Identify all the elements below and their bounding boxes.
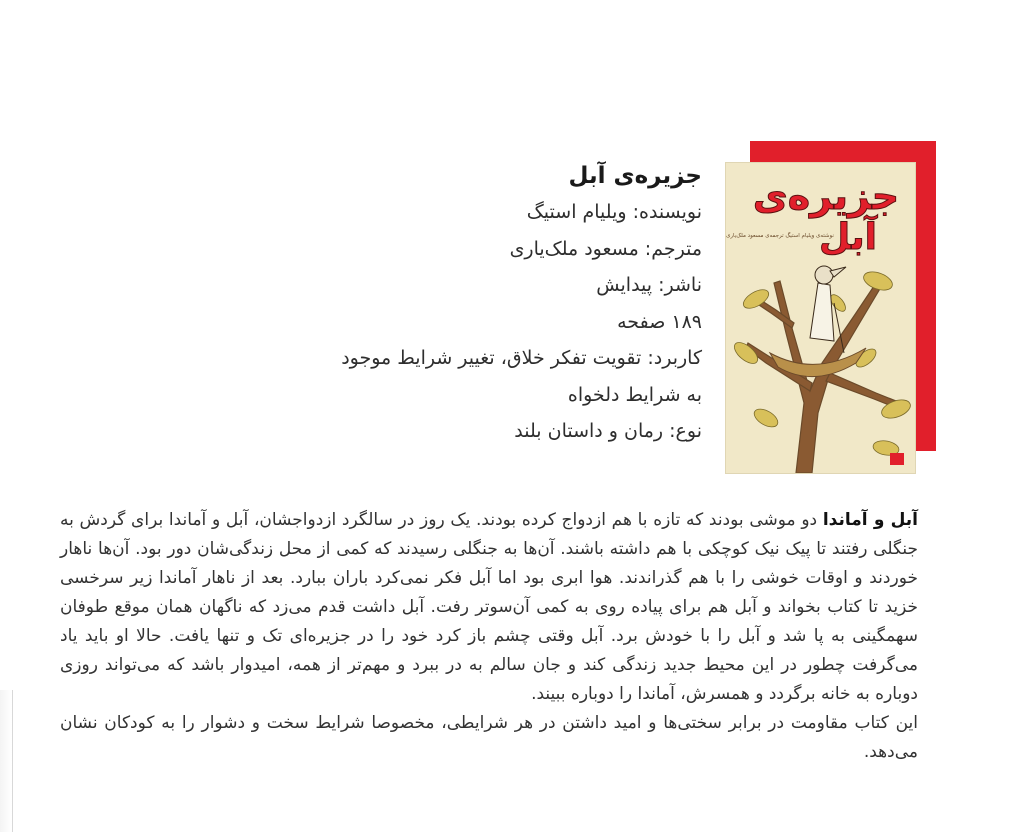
lead-names: آبل و آماندا — [822, 510, 918, 530]
publisher-logo — [890, 453, 904, 465]
book-pages: ۱۸۹ صفحه — [617, 310, 702, 333]
book-translator: مترجم: مسعود ملک‌یاری — [509, 237, 702, 260]
book-description — [60, 506, 918, 767]
cover-title-word-2: آبل — [819, 217, 877, 258]
book-genre: نوع: رمان و داستان بلند — [514, 420, 702, 442]
book-usage-cont: به شرایط دلخواه — [567, 383, 702, 406]
description-paragraph-1 — [60, 506, 918, 709]
book-author: نویسنده: ویلیام استیگ — [526, 201, 702, 223]
book-usage: کاربرد: تقویت تفکر خلاق، تغییر شرایط موجود — [341, 347, 702, 369]
book-cover-frame — [726, 141, 938, 473]
description-text-1: دو موشی بودند که تازه با هم ازدواج کرده بودند. یک روز در سالگرد ازدواجشان، آبل و آماندا برای گردش به جنگلی رفتند تا پیک نیک کوچکی با هم داشته باشند. آن‌ها به جنگلی رسیدند که کمی از محل زندگی‌شان دور بود. آن‌ها ناهار خوردند و اوقات خوشی را با هم گذراندند. هوا ابری بود اما آبل فکر نمی‌کرد باران ببارد. بعد از ناهار آماندا زیر سرخسی خزید تا کتاب بخواند و آبل هم برای پیاده روی به کمی آن‌سوتر رفت. آبل داشت قدم می‌زد که ناگهان همان موقع طوفان سهمگینی به پا شد و آبل را با خودش برد. آبل وقتی چشم باز کرد خود را در جزیره‌ای تک و تنها یافت. حالا او باید یاد می‌گرفت چطور در این محیط جدید زندگی کند و جان سالم به در ببرد و مهم‌تر از همه، امیدوار باشد که می‌تواند روزی دوباره به خانه برگردد و همسرش، آماندا را دوباره ببیند. — [60, 510, 918, 704]
description-paragraph-2: این کتاب مقاومت در برابر سختی‌ها و امید داشتن در هر شرایطی، مخصوصا شرایط سخت و دشوار را به کودکان نشان می‌دهد. — [60, 713, 918, 762]
book-publisher: ناشر: پیدایش — [596, 274, 702, 296]
book-title: جزیره‌ی آبل — [568, 163, 702, 189]
cover-title-word-1: جزیره‌ی — [752, 174, 900, 218]
book-cover-image — [726, 163, 915, 473]
cover-credits: نوشته‌ی ویلیام استیگ ترجمه‌ی مسعود ملک‌یاری — [726, 233, 834, 239]
book-info — [262, 158, 702, 450]
scan-page-edge — [0, 690, 13, 832]
